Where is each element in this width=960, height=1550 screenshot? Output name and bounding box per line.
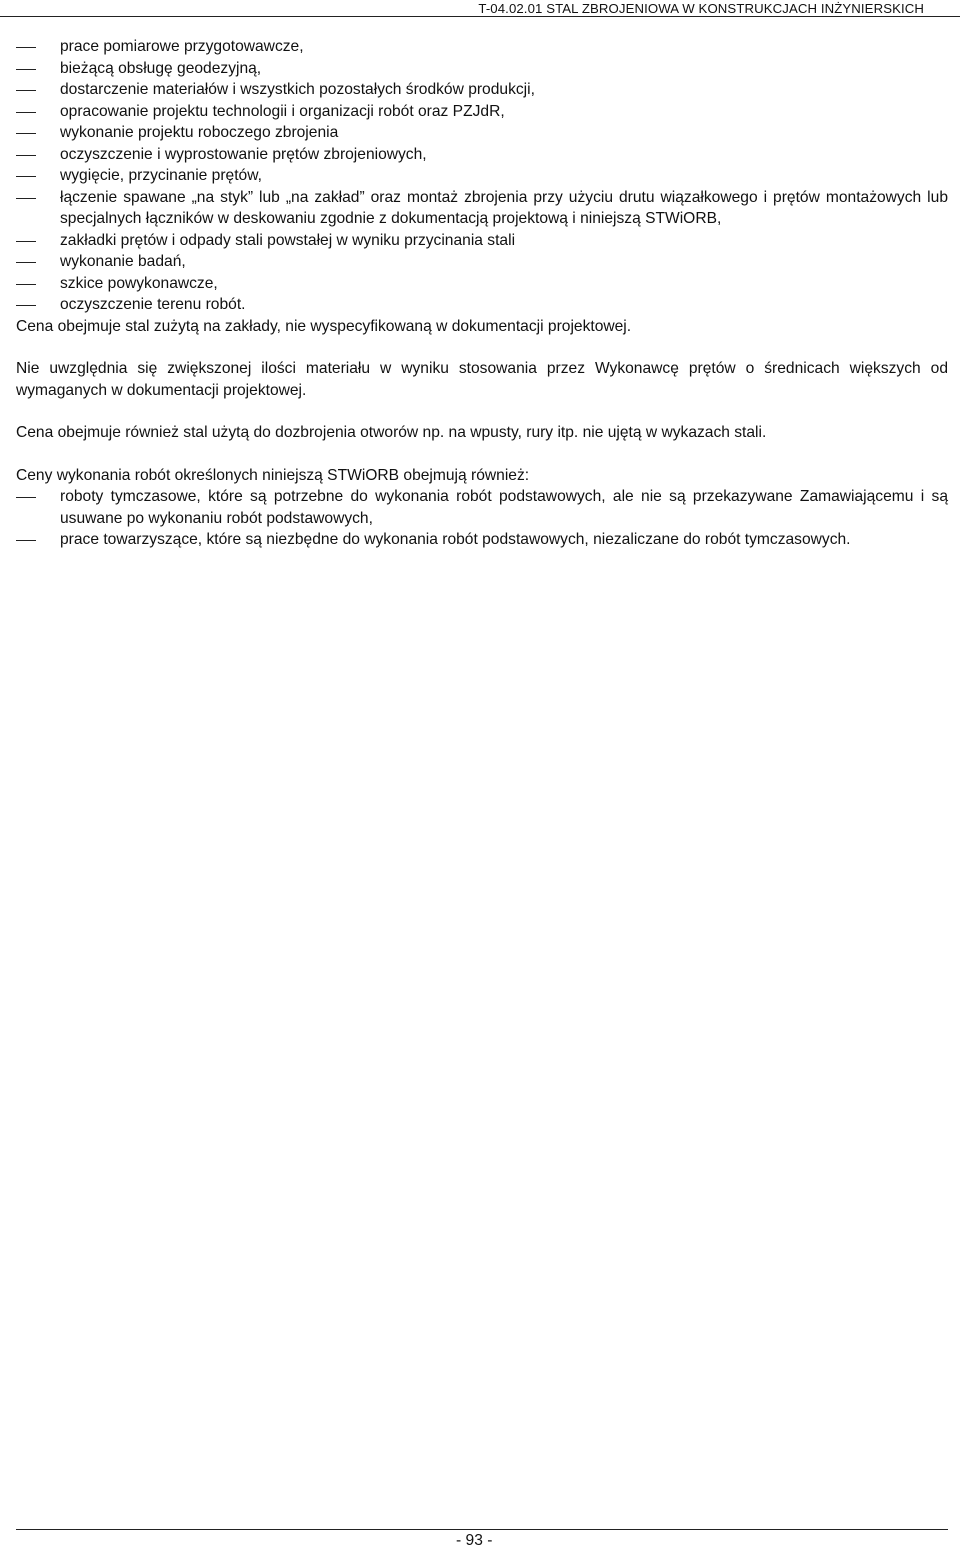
dash-bullet-icon — [16, 112, 36, 113]
page-number: - 93 - — [456, 1532, 493, 1549]
additional-works-list — [16, 486, 948, 551]
dash-bullet-icon — [16, 155, 36, 156]
list-item: zakładki prętów i odpady stali powstałej w wyniku przycinania stali — [16, 230, 948, 252]
dash-bullet-icon — [16, 262, 36, 263]
document-title: T-04.02.01 STAL ZBROJENIOWA W KONSTRUKCJACH INŻYNIERSKICH — [478, 1, 924, 16]
document-body — [16, 36, 948, 551]
list-item: wygięcie, przycinanie prętów, — [16, 165, 948, 187]
paragraph-zwiekszona-ilosc: Nie uwzględnia się zwiększonej ilości materiału w wyniku stosowania przez Wykonawcę prętów o średnicach większych od wymaganych w dokumentacji projektowej. — [16, 360, 948, 399]
dash-bullet-icon — [16, 540, 36, 541]
list-item: bieżącą obsługę geodezyjną, — [16, 58, 948, 80]
list-item: łączenie spawane „na styk” lub „na zakład” oraz montaż zbrojenia przy użyciu drutu wiązałkowego i prętów montażowych lub specjalnych łączników w deskowaniu zgodnie z dokumentacją projektową i niniejszą STWiORB, — [16, 187, 948, 230]
dash-bullet-icon — [16, 305, 36, 306]
dash-bullet-icon — [16, 284, 36, 285]
dash-bullet-icon — [16, 69, 36, 70]
scope-list — [16, 36, 948, 316]
dash-bullet-icon — [16, 198, 36, 199]
paragraph-dozbrojenie: Cena obejmuje również stal użytą do dozbrojenia otworów np. na wpusty, rury itp. nie ujętą w wykazach stali. — [16, 424, 767, 441]
dash-bullet-icon — [16, 176, 36, 177]
page-header — [0, 0, 960, 17]
list-item: prace pomiarowe przygotowawcze, — [16, 36, 948, 58]
list-item: opracowanie projektu technologii i organizacji robót oraz PZJdR, — [16, 101, 948, 123]
page-footer — [16, 1529, 948, 1549]
list-item: dostarczenie materiałów i wszystkich pozostałych środków produkcji, — [16, 79, 948, 101]
list-item: wykonanie projektu roboczego zbrojenia — [16, 122, 948, 144]
list-item: roboty tymczasowe, które są potrzebne do wykonania robót podstawowych, ale nie są przekazywane Zamawiającemu i są usuwane po wykonaniu robót podstawowych, — [16, 486, 948, 529]
dash-bullet-icon — [16, 47, 36, 48]
paragraph-ceny-wykonania: Ceny wykonania robót określonych niniejszą STWiORB obejmują również: — [16, 466, 530, 484]
list-item: prace towarzyszące, które są niezbędne do wykonania robót podstawowych, niezaliczane do robót tymczasowych. — [16, 529, 948, 551]
list-item: wykonanie badań, — [16, 251, 948, 273]
dash-bullet-icon — [16, 241, 36, 242]
dash-bullet-icon — [16, 133, 36, 134]
list-item: szkice powykonawcze, — [16, 273, 948, 295]
dash-bullet-icon — [16, 497, 36, 498]
list-item: oczyszczenie terenu robót. — [16, 294, 948, 316]
list-item: oczyszczenie i wyprostowanie prętów zbrojeniowych, — [16, 144, 948, 166]
dash-bullet-icon — [16, 90, 36, 91]
paragraph-stal-zakłady: Cena obejmuje stal zużytą na zakłady, nie wyspecyfikowaną w dokumentacji projektowej. — [16, 317, 632, 335]
